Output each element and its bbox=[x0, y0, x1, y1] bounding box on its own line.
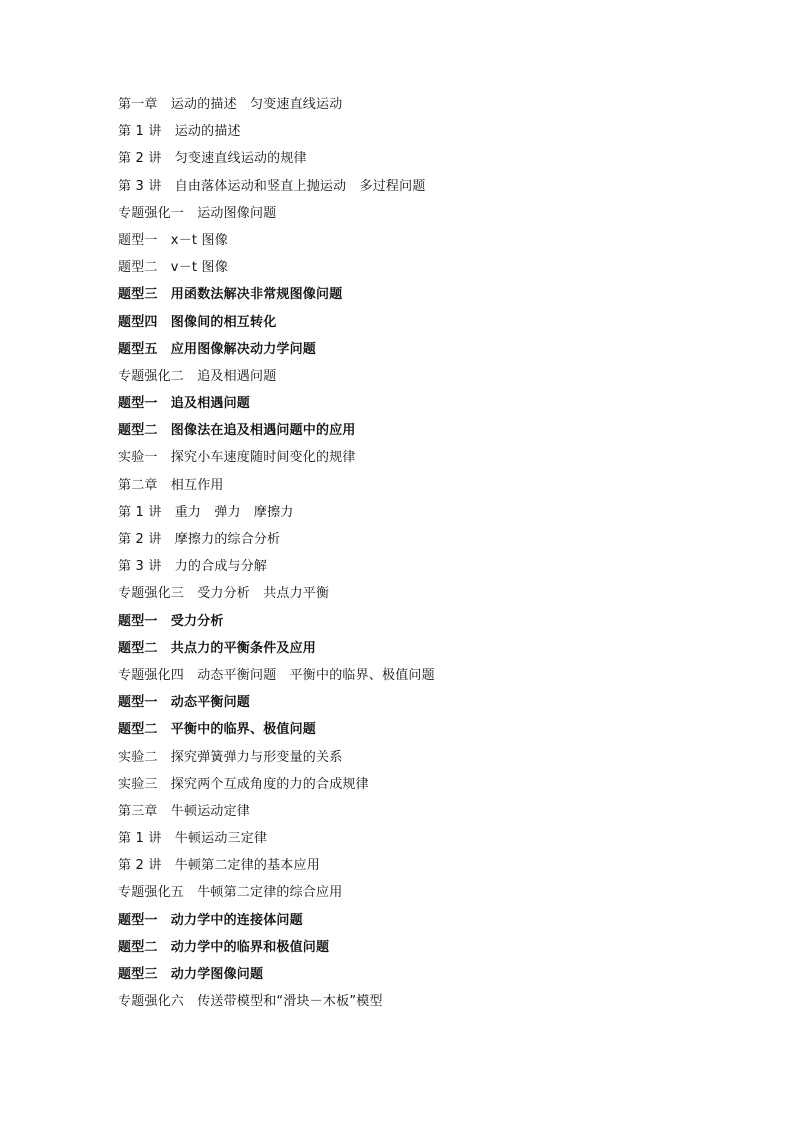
toc-entry-special-topic: 专题强化六 传送带模型和“滑块－木板”模型 bbox=[118, 994, 383, 1010]
toc-entry-question-type: 题型五 应用图像解决动力学问题 bbox=[118, 341, 317, 357]
toc-entry-chapter-1: 第一章 运动的描述 匀变速直线运动 bbox=[118, 97, 343, 112]
toc-entry-lesson: 第 3 讲 自由落体运动和竖直上抛运动 多过程问题 bbox=[118, 178, 426, 194]
toc-entry-lesson: 第 2 讲 匀变速直线运动的规律 bbox=[118, 151, 307, 167]
toc-entry-lesson: 第 2 讲 牛顿第二定律的基本应用 bbox=[118, 858, 320, 874]
toc-entry-question-type: 题型三 动力学图像问题 bbox=[118, 967, 264, 982]
toc-entry-question-type: 题型二 v－t 图像 bbox=[118, 260, 228, 276]
toc-entry-special-topic: 专题强化四 动态平衡问题 平衡中的临界、极值问题 bbox=[118, 667, 435, 683]
table-of-contents bbox=[118, 93, 738, 1017]
toc-entry-lesson: 第 1 讲 运动的描述 bbox=[118, 124, 241, 140]
toc-entry-special-topic: 专题强化二 追及相遇问题 bbox=[118, 368, 277, 384]
toc-entry-question-type: 题型三 用函数法解决非常规图像问题 bbox=[118, 287, 343, 303]
toc-entry-chapter-2: 第二章 相互作用 bbox=[118, 477, 224, 493]
toc-entry-lesson: 第 1 讲 重力 弹力 摩擦力 bbox=[118, 504, 294, 520]
toc-entry-question-type: 题型一 受力分析 bbox=[118, 613, 224, 629]
toc-entry-question-type: 题型四 图像间的相互转化 bbox=[118, 314, 277, 330]
toc-entry-question-type: 题型一 x－t 图像 bbox=[118, 232, 228, 248]
toc-entry-experiment: 实验一 探究小车速度随时间变化的规律 bbox=[118, 450, 356, 466]
toc-entry-question-type: 题型一 动态平衡问题 bbox=[118, 695, 251, 711]
toc-entry-experiment: 实验三 探究两个互成角度的力的合成规律 bbox=[118, 776, 369, 792]
toc-entry-special-topic: 专题强化三 受力分析 共点力平衡 bbox=[118, 586, 330, 602]
toc-entry-question-type: 题型二 动力学中的临界和极值问题 bbox=[118, 939, 330, 955]
toc-entry-special-topic: 专题强化五 牛顿第二定律的综合应用 bbox=[118, 885, 343, 901]
toc-entry-question-type: 题型一 追及相遇问题 bbox=[118, 396, 251, 412]
toc-entry-special-topic: 专题强化一 运动图像问题 bbox=[118, 205, 277, 221]
toc-entry-lesson: 第 2 讲 摩擦力的综合分析 bbox=[118, 532, 281, 547]
toc-entry-question-type: 题型一 动力学中的连接体问题 bbox=[118, 912, 303, 928]
toc-entry-lesson: 第 3 讲 力的合成与分解 bbox=[118, 559, 268, 575]
toc-entry-chapter-3: 第三章 牛顿运动定律 bbox=[118, 803, 251, 819]
toc-entry-experiment: 实验二 探究弹簧弹力与形变量的关系 bbox=[118, 749, 343, 765]
toc-entry-question-type: 题型二 平衡中的临界、极值问题 bbox=[118, 722, 317, 738]
toc-entry-question-type: 题型二 图像法在追及相遇问题中的应用 bbox=[118, 423, 356, 439]
toc-entry-lesson: 第 1 讲 牛顿运动三定律 bbox=[118, 831, 268, 847]
toc-entry-question-type: 题型二 共点力的平衡条件及应用 bbox=[118, 640, 317, 656]
